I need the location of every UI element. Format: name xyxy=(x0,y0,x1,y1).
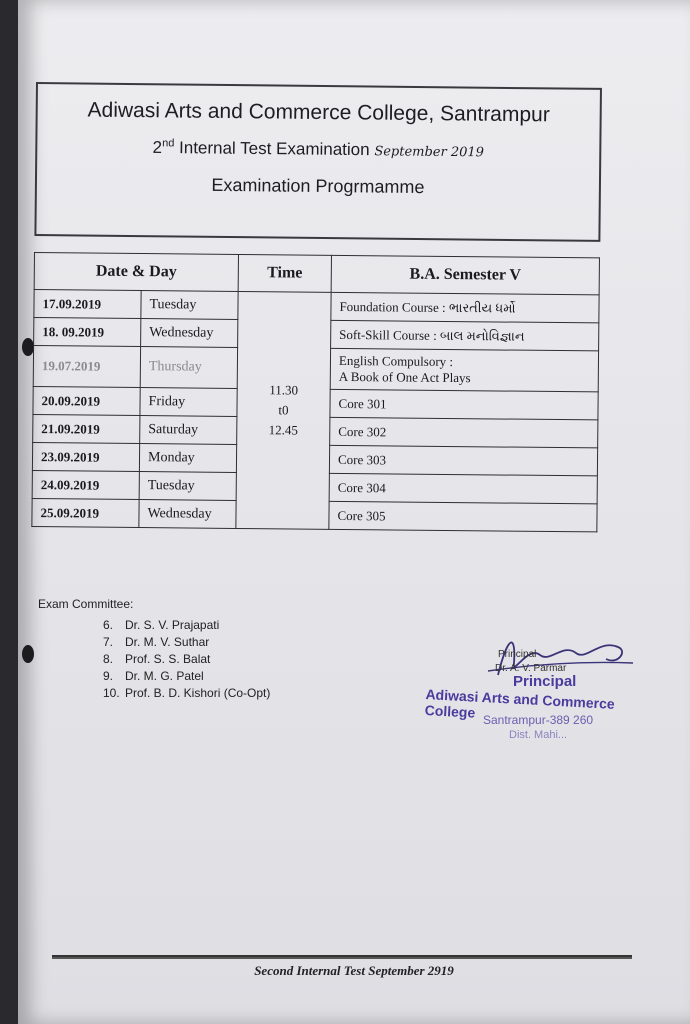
row-date: 25.09.2019 xyxy=(32,498,139,527)
exam-ordinal: 2 xyxy=(152,137,163,157)
row-date: 20.09.2019 xyxy=(33,386,140,415)
stamp-place: Santrampur-389 260 xyxy=(483,713,594,727)
principal-signature-block xyxy=(413,625,653,745)
committee-list xyxy=(38,617,270,702)
row-subject: Foundation Course : ભારતીય ધર્મો xyxy=(331,292,599,323)
row-date: 23.09.2019 xyxy=(32,442,139,471)
stamp-district: Dist. Mahi... xyxy=(509,729,568,741)
member-number: 8. xyxy=(103,652,114,666)
row-subject: Core 305 xyxy=(329,501,597,532)
list-item xyxy=(103,685,270,702)
row-day: Friday xyxy=(140,388,237,417)
member-name: Prof. B. D. Kishori (Co-Opt) xyxy=(125,686,271,700)
row-day: Tuesday xyxy=(139,472,236,501)
row-subject: Soft-Skill Course : બાલ મનોવિજ્ઞાન xyxy=(331,320,599,351)
document-page xyxy=(18,0,690,1024)
stamp-college: Adiwasi Arts and Commerce College xyxy=(424,686,616,721)
row-subject: Core 304 xyxy=(329,473,597,504)
footer-rule xyxy=(52,955,632,957)
row-day: Thursday xyxy=(140,347,237,389)
member-number: 7. xyxy=(103,635,114,649)
time-from: 11.30 xyxy=(269,382,299,398)
header-semester: B.A. Semester V xyxy=(331,255,599,295)
row-subject: Core 301 xyxy=(330,389,598,420)
committee-title: Exam Committee: xyxy=(38,597,134,611)
row-day: Tuesday xyxy=(141,291,238,320)
row-date: 18. 09.2019 xyxy=(34,318,141,347)
footer-text: Second Internal Test September 2919 xyxy=(254,963,454,978)
row-subject: Core 303 xyxy=(329,445,597,476)
member-name: Dr. M. G. Patel xyxy=(125,669,204,683)
member-number: 6. xyxy=(103,618,114,632)
header-time: Time xyxy=(238,254,331,292)
row-subject-line2: A Book of One Act Plays xyxy=(338,368,471,386)
row-day: Monday xyxy=(139,444,236,473)
member-name: Dr. S. V. Prajapati xyxy=(125,618,220,632)
row-date: 17.09.2019 xyxy=(34,290,141,319)
member-number: 9. xyxy=(103,669,114,683)
signature-role: Principal xyxy=(498,649,537,660)
member-number: 10. xyxy=(103,686,120,700)
time-end: 12.45 xyxy=(268,422,299,438)
member-name: Dr. M. V. Suthar xyxy=(125,635,210,649)
exam-title: Internal Test Examination xyxy=(178,138,370,160)
exam-committee xyxy=(38,597,270,702)
row-subject xyxy=(330,348,598,392)
row-day: Wednesday xyxy=(139,500,236,529)
list-item xyxy=(103,634,270,651)
exam-title-line xyxy=(37,136,599,163)
row-date: 21.09.2019 xyxy=(33,414,140,443)
row-date: 19.07.2019 xyxy=(33,346,140,388)
row-subject-line1: English Compulsory : xyxy=(338,352,454,370)
signature-name: Dr. A. V. Parmar xyxy=(495,663,567,674)
schedule-table xyxy=(31,252,600,532)
programme-title: Examination Progrmamme xyxy=(211,174,425,197)
header-date-day: Date & Day xyxy=(34,253,238,292)
list-item xyxy=(103,668,270,685)
stamp-title: Principal xyxy=(513,673,577,690)
header-box xyxy=(34,82,602,242)
list-item xyxy=(103,651,270,668)
table-header-row xyxy=(34,253,599,295)
row-date: 24.09.2019 xyxy=(32,470,139,499)
punch-hole xyxy=(22,645,34,663)
member-name: Prof. S. S. Balat xyxy=(125,652,211,666)
row-subject: Core 302 xyxy=(330,417,598,448)
exam-ordinal-suffix: nd xyxy=(162,137,175,150)
row-day: Saturday xyxy=(140,416,237,445)
time-cell xyxy=(236,291,331,529)
time-to: t0 xyxy=(278,402,289,418)
college-name: Adiwasi Arts and Commerce College, Santrampur xyxy=(87,98,550,127)
row-day: Wednesday xyxy=(141,319,238,348)
list-item xyxy=(103,617,270,634)
exam-month-handwritten: September 2019 xyxy=(374,144,485,161)
